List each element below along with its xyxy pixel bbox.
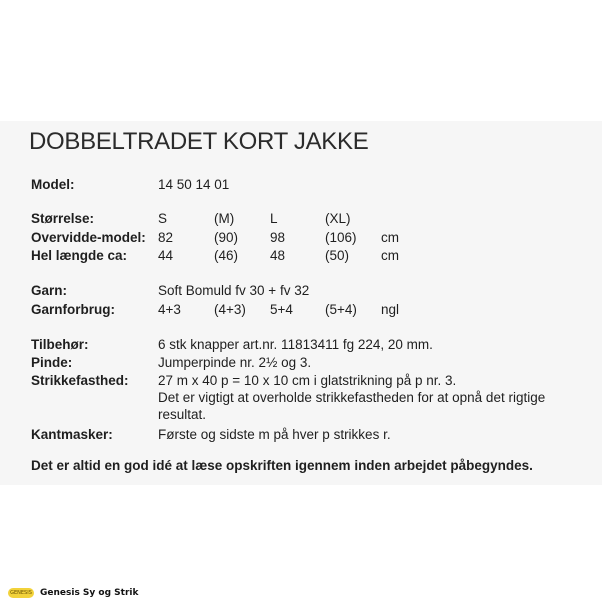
- footer-branding: [8, 585, 138, 601]
- edge-label: Kantmasker:: [31, 427, 113, 442]
- gauge-label: Strikkefasthed:: [31, 373, 129, 388]
- size-label: Størrelse:: [31, 211, 95, 226]
- gauge-line: resultat.: [158, 407, 207, 422]
- edge-value: Første og sidste m på hver p strikkes r.: [158, 427, 391, 442]
- length-unit: cm: [381, 248, 399, 263]
- yarn-usage-label: Garnforbrug:: [31, 302, 115, 317]
- chest-value: 82: [158, 230, 174, 245]
- model-value: 14 50 14 01: [158, 177, 230, 192]
- reading-note: Det er altid en god idé at læse opskriften igennem inden arbejdet påbegyndes.: [31, 458, 533, 473]
- brand-name: Genesis Sy og Strik: [40, 588, 139, 598]
- accessories-label: Tilbehør:: [31, 337, 89, 352]
- gauge-line: 27 m x 40 p = 10 x 10 cm i glatstrikning på p nr. 3.: [158, 373, 457, 388]
- length-value: (46): [214, 248, 239, 263]
- yarn-usage-value: 4+3: [158, 302, 181, 317]
- yarn-usage-value: 5+4: [270, 302, 293, 317]
- needles-label: Pinde:: [31, 355, 73, 370]
- size-value: (M): [214, 211, 235, 226]
- gauge-line: Det er vigtigt at overholde strikkefastheden for at opnå det rigtige: [158, 390, 546, 405]
- pattern-title: DOBBELTRADET KORT JAKKE: [29, 128, 369, 155]
- length-value: 48: [270, 248, 286, 263]
- chest-value: (90): [214, 230, 239, 245]
- yarn-usage-unit: ngl: [381, 302, 400, 317]
- yarn-label: Garn:: [31, 283, 68, 298]
- chest-label: Overvidde-model:: [31, 230, 146, 245]
- yarn-usage-value: (5+4): [325, 302, 357, 317]
- chest-unit: cm: [381, 230, 399, 245]
- size-value: (XL): [325, 211, 351, 226]
- model-label: Model:: [31, 177, 75, 192]
- yarn-usage-value: (4+3): [214, 302, 246, 317]
- accessories-value: 6 stk knapper art.nr. 11813411 fg 224, 20 mm.: [158, 337, 433, 352]
- needles-value: Jumperpinde nr. 2½ og 3.: [158, 355, 312, 370]
- genesis-logo-icon: GENESIS: [8, 588, 34, 598]
- yarn-value: Soft Bomuld fv 30 + fv 32: [158, 283, 310, 298]
- size-value: L: [270, 211, 278, 226]
- length-value: (50): [325, 248, 350, 263]
- chest-value: 98: [270, 230, 286, 245]
- length-value: 44: [158, 248, 174, 263]
- size-value: S: [158, 211, 168, 226]
- length-label: Hel længde ca:: [31, 248, 128, 263]
- chest-value: (106): [325, 230, 357, 245]
